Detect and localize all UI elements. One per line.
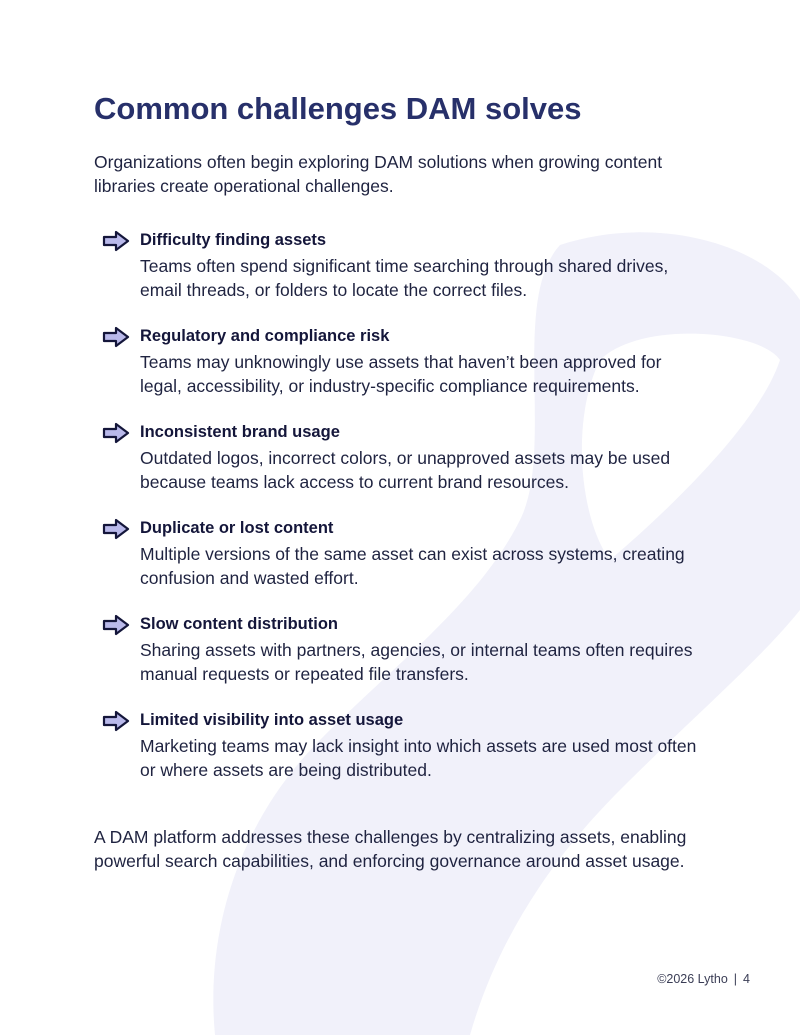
challenge-list — [94, 228, 714, 804]
arrow-right-icon — [102, 230, 130, 252]
challenge-item — [94, 228, 714, 302]
challenge-title: Inconsistent brand usage — [140, 423, 340, 441]
challenge-item — [94, 708, 714, 782]
challenge-title: Slow content distribution — [140, 615, 338, 633]
challenge-description: Marketing teams may lack insight into which assets are used most often or where assets are being distributed. — [140, 736, 697, 780]
challenge-item — [94, 612, 714, 686]
challenge-title: Duplicate or lost content — [140, 519, 334, 537]
closing-paragraph: A DAM platform addresses these challenges by centralizing assets, enabling powerful search capabilities, and enforcing governance around asset usage. — [94, 827, 687, 871]
copyright-text: ©2026 Lytho — [657, 972, 728, 986]
challenge-title: Limited visibility into asset usage — [140, 711, 404, 729]
challenge-title: Regulatory and compliance risk — [140, 327, 390, 345]
challenge-description: Teams often spend significant time searching through shared drives, email threads, or folders to locate the correct files. — [140, 256, 669, 300]
arrow-right-icon — [102, 614, 130, 636]
challenge-description: Outdated logos, incorrect colors, or unapproved assets may be used because teams lack access to current brand resources. — [140, 448, 671, 492]
arrow-right-icon — [102, 326, 130, 348]
challenge-item — [94, 516, 714, 590]
challenge-item — [94, 324, 714, 398]
arrow-right-icon — [102, 518, 130, 540]
page-footer — [657, 972, 750, 986]
arrow-right-icon — [102, 710, 130, 732]
challenge-description: Multiple versions of the same asset can exist across systems, creating confusion and wasted effort. — [140, 544, 685, 588]
challenge-item — [94, 420, 714, 494]
challenge-description: Teams may unknowingly use assets that haven’t been approved for legal, accessibility, or industry-specific compliance requirements. — [140, 352, 662, 396]
challenge-title: Difficulty finding assets — [140, 231, 327, 249]
page-title: Common challenges DAM solves — [94, 91, 582, 126]
footer-separator: | — [733, 972, 738, 986]
page-number: 4 — [743, 972, 750, 986]
challenge-description: Sharing assets with partners, agencies, or internal teams often requires manual requests or repeated file transfers. — [140, 640, 693, 684]
arrow-right-icon — [102, 422, 130, 444]
intro-paragraph: Organizations often begin exploring DAM solutions when growing content libraries create operational challenges. — [94, 152, 663, 196]
